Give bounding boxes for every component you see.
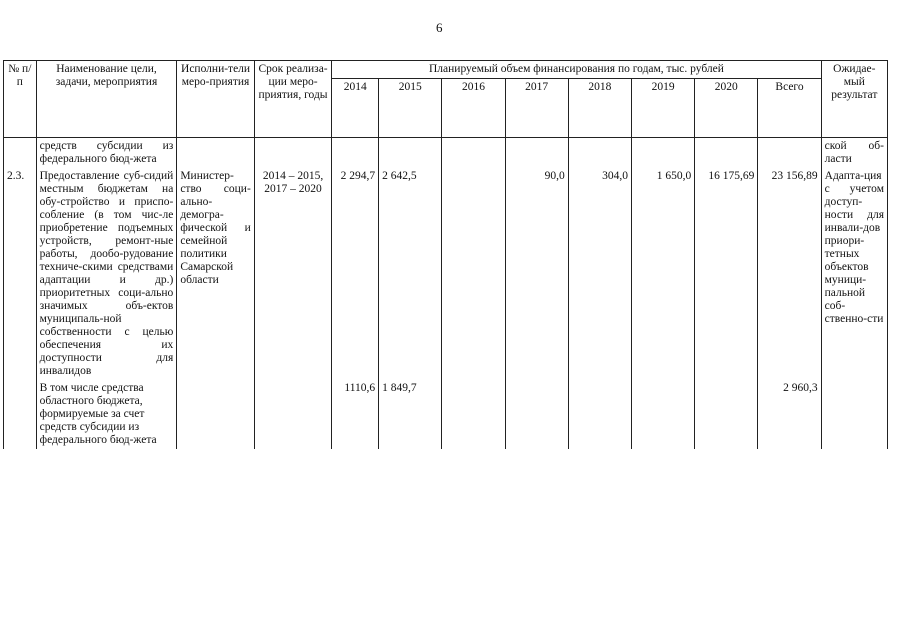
row-result: ской об-ласти <box>821 138 887 169</box>
row-value: 16 175,69 <box>695 168 758 380</box>
row-value <box>442 168 505 380</box>
page-number: 6 <box>436 20 443 35</box>
row-value <box>442 380 505 449</box>
table-row <box>4 138 888 169</box>
row-value <box>332 138 379 169</box>
row-executor <box>177 380 254 449</box>
row-value: 1 650,0 <box>631 168 694 380</box>
table-row <box>4 168 888 380</box>
row-name: Предоставление суб-сидий местным бюджетам на обу-стройство и приспо-собление (в том чис-ле приобретение подъемных устройств, ремонт-ные работы, дообо-рудование техниче-скими средствами адаптации и др.) приоритетных соци-ально значимых объ-ектов муниципаль-ной собственности с целью обеспечения их доступности для инвалидов <box>36 168 177 380</box>
header-year: 2020 <box>695 79 758 138</box>
header-name: Наименование цели, задачи, мероприятия <box>36 61 177 138</box>
row-value <box>631 138 694 169</box>
row-value: 1 849,7 <box>379 380 442 449</box>
row-num <box>4 138 37 169</box>
header-num: № п/п <box>4 61 37 138</box>
header-year: 2015 <box>379 79 442 138</box>
row-value <box>568 138 631 169</box>
row-value: 2 642,5 <box>379 168 442 380</box>
header-result: Ожидае-мый результат <box>821 61 887 138</box>
row-term: 2014 – 2015, 2017 – 2020 <box>254 168 331 380</box>
header-year: 2017 <box>505 79 568 138</box>
row-result: Адапта-ция с учетом доступ-ности для инвали-дов приори-тетных объектов муници-пальной соб-ственно-сти <box>821 168 887 380</box>
row-value: 304,0 <box>568 168 631 380</box>
row-executor: Министер-ство соци-ально-демогра-фической и семейной политики Самарской области <box>177 168 254 380</box>
header-row <box>4 61 888 79</box>
row-value <box>695 380 758 449</box>
row-executor <box>177 138 254 169</box>
row-value <box>379 138 442 169</box>
row-value: 2 294,7 <box>332 168 379 380</box>
row-value <box>568 380 631 449</box>
header-year: 2019 <box>631 79 694 138</box>
header-year: 2018 <box>568 79 631 138</box>
row-value <box>505 380 568 449</box>
header-funding: Планируемый объем финансирования по годам, тыс. рублей <box>332 61 821 79</box>
row-num <box>4 380 37 449</box>
row-term <box>254 380 331 449</box>
row-value-total: 23 156,89 <box>758 168 821 380</box>
header-executor: Исполни-тели меро-приятия <box>177 61 254 138</box>
row-result <box>821 380 887 449</box>
row-term <box>254 138 331 169</box>
financing-table <box>3 60 888 449</box>
row-value-total: 2 960,3 <box>758 380 821 449</box>
row-value <box>631 380 694 449</box>
header-term: Срок реализа-ции меро-приятия, годы <box>254 61 331 138</box>
row-value <box>505 138 568 169</box>
table-row <box>4 380 888 449</box>
row-value-total <box>758 138 821 169</box>
row-value: 1110,6 <box>332 380 379 449</box>
row-name: В том числе средства областного бюджета, формируемые за счет средств субсидии из федерального бюд-жета <box>36 380 177 449</box>
row-value <box>695 138 758 169</box>
row-value <box>442 138 505 169</box>
header-year: 2016 <box>442 79 505 138</box>
header-year: 2014 <box>332 79 379 138</box>
row-name: средств субсидии из федерального бюд-жета <box>36 138 177 169</box>
header-year-total: Всего <box>758 79 821 138</box>
row-value: 90,0 <box>505 168 568 380</box>
row-num: 2.3. <box>4 168 37 380</box>
